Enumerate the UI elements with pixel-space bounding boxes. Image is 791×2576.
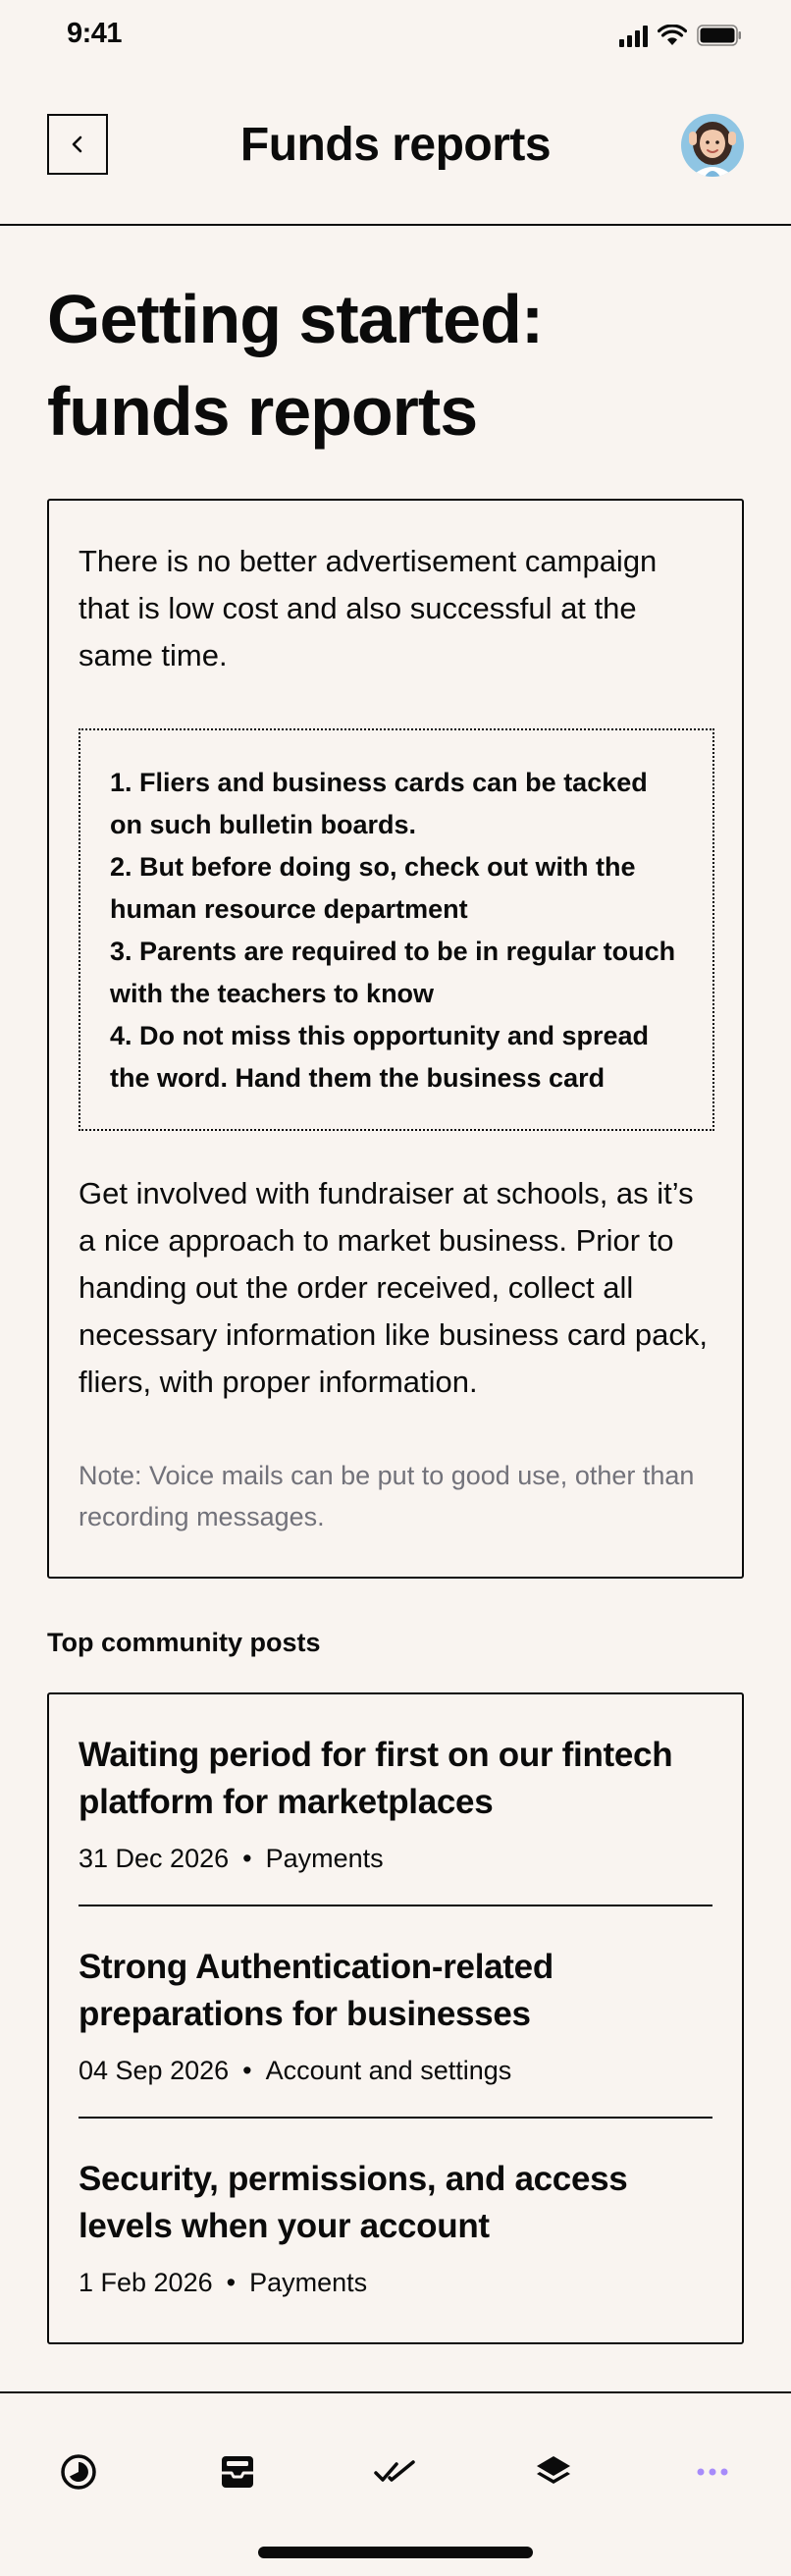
page-title-line-2: funds reports <box>47 373 478 450</box>
post-title[interactable]: Strong Authentication-related preparations for businesses <box>79 1948 554 2033</box>
meta-separator: • <box>242 2056 252 2085</box>
status-icons <box>619 24 742 47</box>
layers-icon <box>534 2452 573 2492</box>
article-card <box>47 499 744 1579</box>
step-item: 2. But before doing so, check out with the human resource department <box>110 852 636 924</box>
step-item: 1. Fliers and business cards can be tacked on such bulletin boards. <box>110 768 648 839</box>
wifi-icon <box>658 25 687 46</box>
post-date: 1 Feb 2026 <box>79 2268 213 2297</box>
post-title[interactable]: Waiting period for first on our fintech platform for marketplaces <box>79 1736 673 1821</box>
post-meta <box>79 2054 712 2087</box>
nav-title: Funds reports <box>239 119 552 171</box>
community-post[interactable] <box>79 1694 712 1906</box>
post-category: Payments <box>249 2268 368 2297</box>
community-post[interactable] <box>79 1906 712 2119</box>
page-title-line-1: Getting started: <box>47 281 544 357</box>
meta-separator: • <box>226 2268 237 2297</box>
inbox-tray-icon <box>218 2452 257 2492</box>
step-item: 3. Parents are required to be in regular touch with the teachers to know <box>110 937 676 1008</box>
article-intro: There is no better advertisement campaign that is low cost and also successful at the same time. <box>79 544 658 672</box>
post-category: Account and settings <box>265 2056 512 2085</box>
cellular-signal-icon <box>619 24 648 47</box>
tab-inbox[interactable] <box>214 2448 261 2496</box>
page-title <box>47 273 754 457</box>
tab-layers[interactable] <box>530 2448 577 2496</box>
status-bar <box>0 0 791 73</box>
post-date: 04 Sep 2026 <box>79 2056 230 2085</box>
post-title[interactable]: Security, permissions, and access levels when your account <box>79 2160 628 2245</box>
dashboard-gauge-icon <box>59 2452 98 2492</box>
tab-more[interactable] <box>689 2448 736 2496</box>
article-body: Get involved with fundraiser at schools, as it’s a nice approach to market business. Prior to handing out the order received, collect all necessary information like business card pack, fliers, with proper information. <box>79 1176 708 1399</box>
steps-list <box>110 762 683 1100</box>
top-navigation <box>0 98 791 226</box>
meta-separator: • <box>242 1844 252 1873</box>
community-posts-list <box>47 1692 744 2344</box>
home-indicator <box>258 2547 533 2558</box>
article-note: Note: Voice mails can be put to good use, other than recording messages. <box>79 1461 695 1531</box>
post-date: 31 Dec 2026 <box>79 1844 230 1873</box>
community-post[interactable] <box>79 2119 712 2331</box>
status-time: 9:41 <box>67 18 123 49</box>
post-category: Payments <box>265 1844 384 1873</box>
battery-icon <box>697 25 742 46</box>
step-item: 4. Do not miss this opportunity and spread the word. Hand them the business card <box>110 1021 650 1093</box>
post-meta <box>79 1842 712 1875</box>
double-check-icon <box>373 2452 416 2492</box>
post-meta <box>79 2266 712 2299</box>
community-section-title: Top community posts <box>47 1628 321 1657</box>
steps-box <box>79 728 714 1131</box>
more-dots-icon <box>693 2452 732 2492</box>
tab-dashboard[interactable] <box>55 2448 102 2496</box>
tab-tasks[interactable] <box>371 2448 418 2496</box>
avatar[interactable] <box>681 114 744 177</box>
